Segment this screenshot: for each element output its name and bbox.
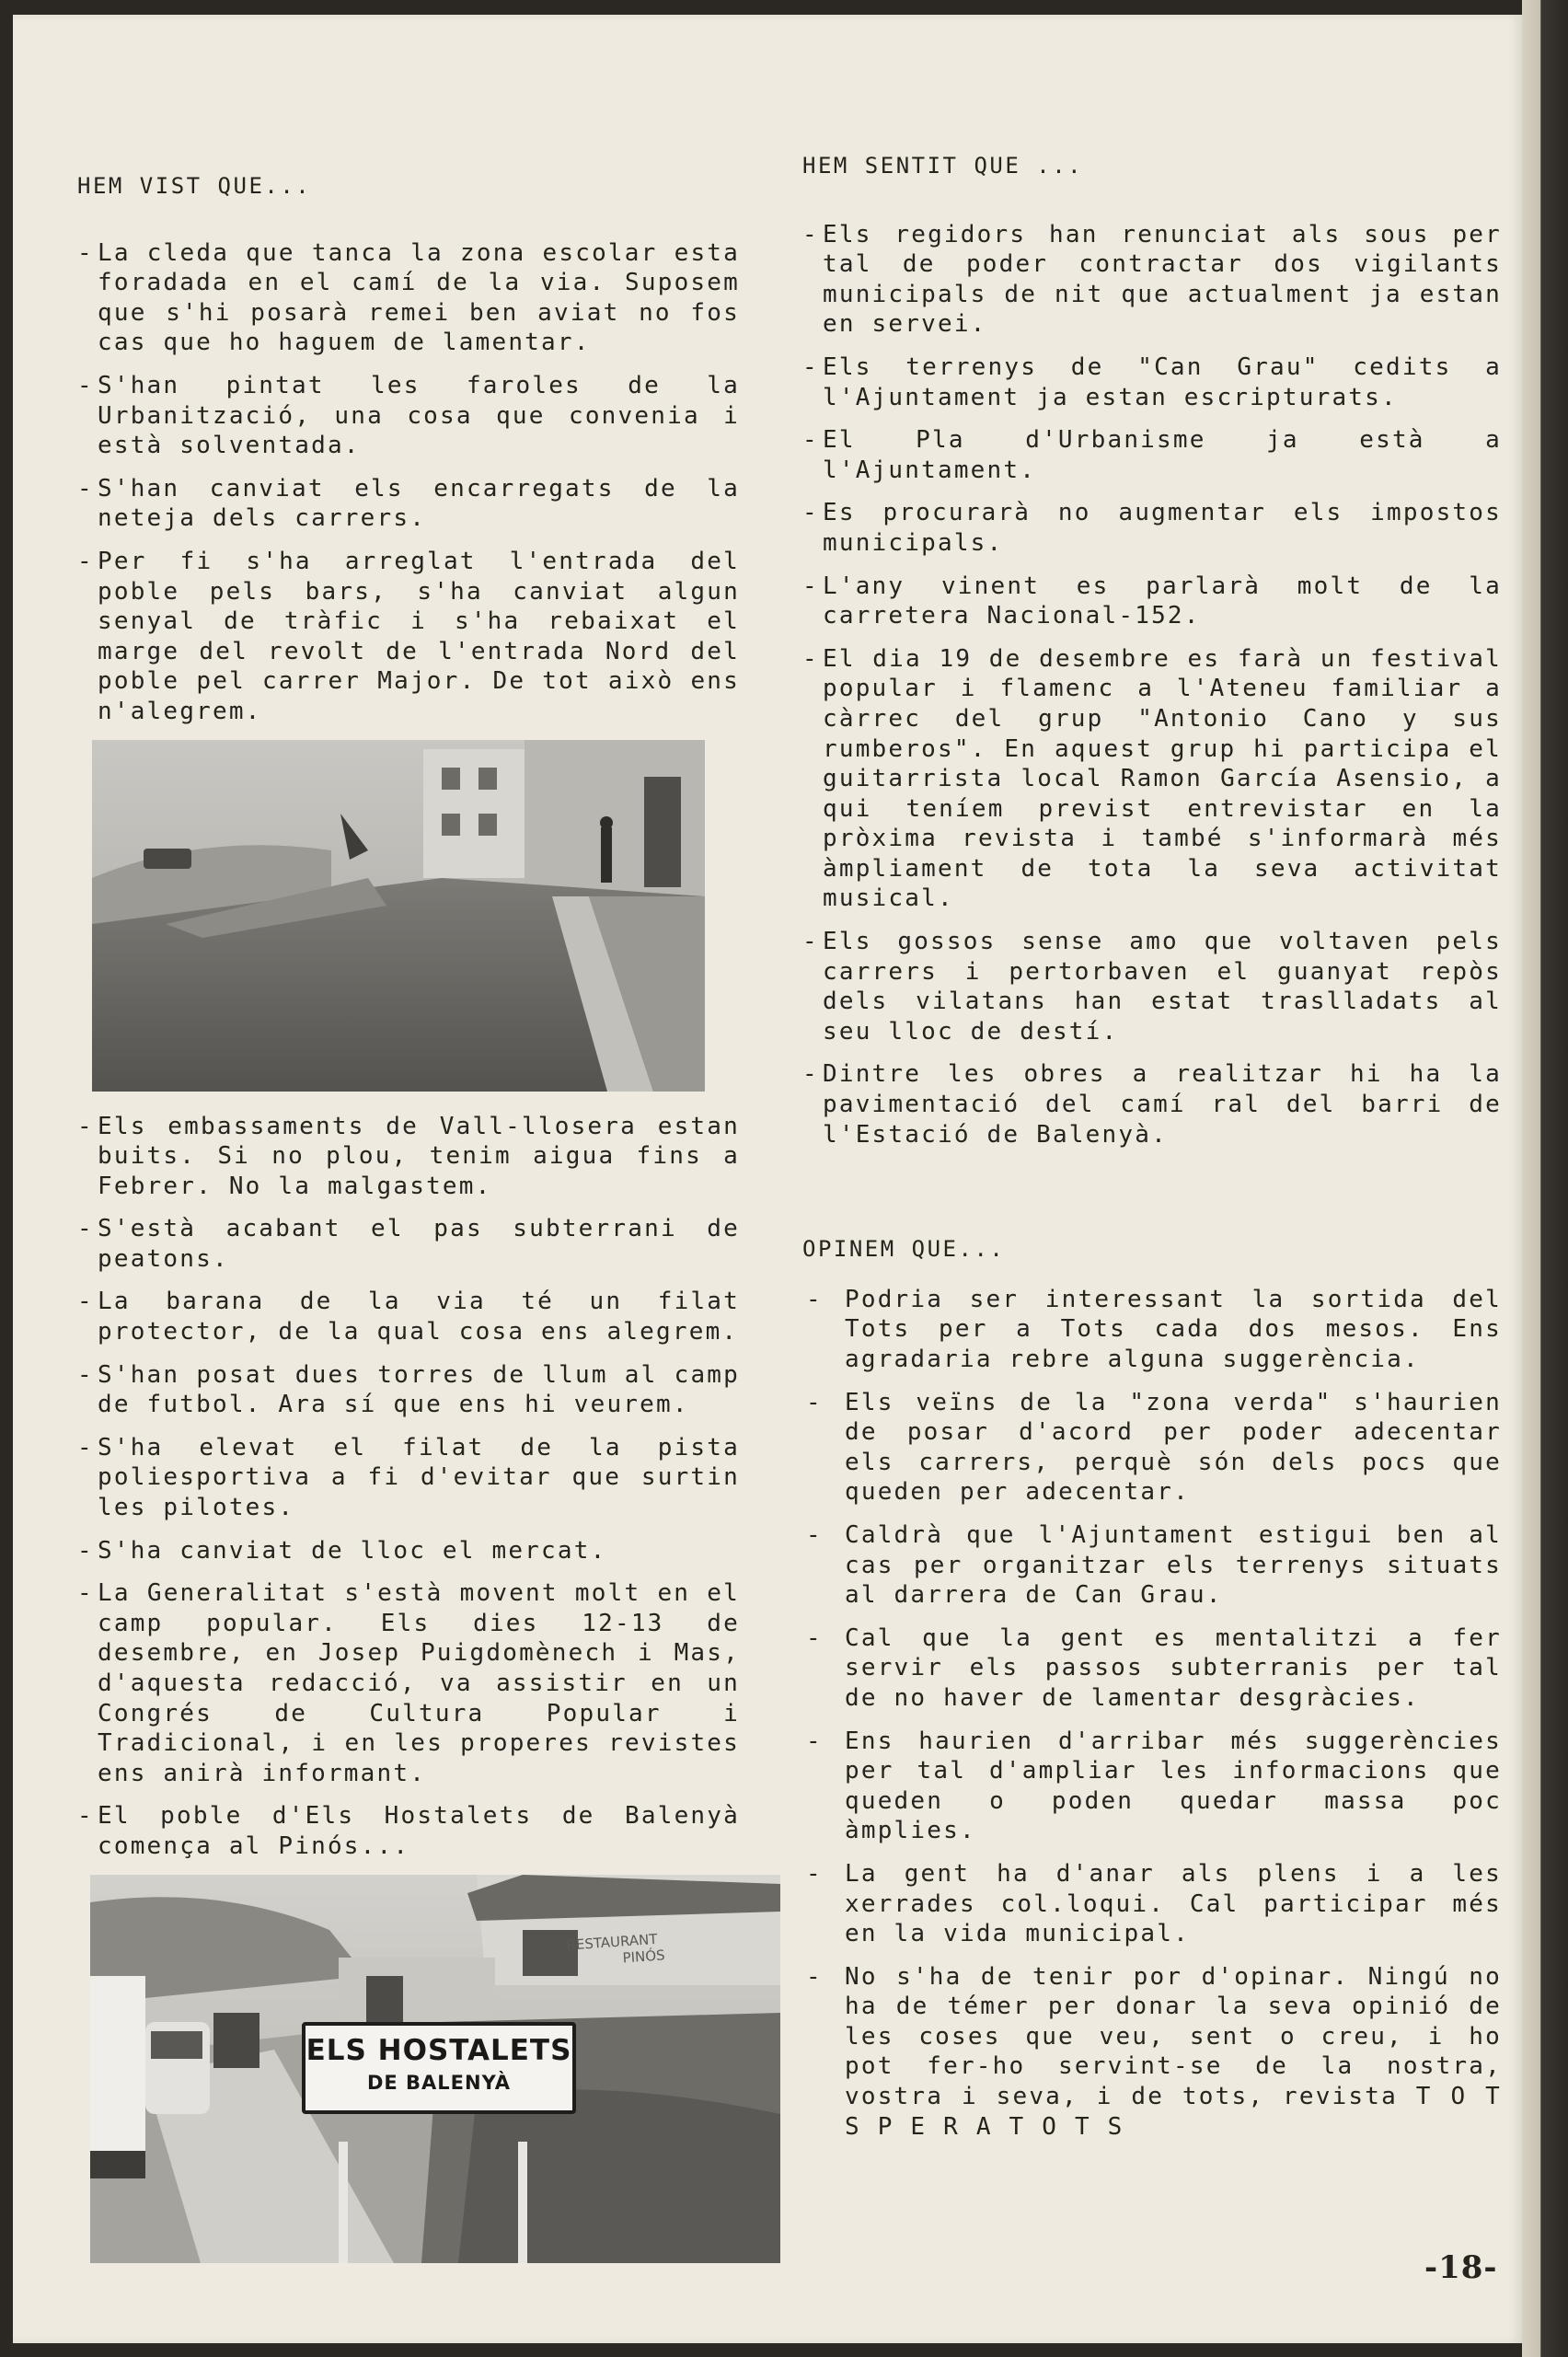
- list-item: - El poble d'Els Hostalets de Balenyà comença al Pinós...: [77, 1802, 740, 1860]
- list-item: - Els gossos sense amo que voltaven pels carrers i pertorbaven el guanyat repòs dels vilatans han estat traslladats al seu lloc de destí.: [802, 928, 1502, 1046]
- heading-opinem-que: OPINEM QUE...: [802, 1236, 1006, 1263]
- street-photo-illustration: [92, 740, 705, 1092]
- heading-hem-sentit-que: HEM SENTIT QUE ...: [802, 153, 1084, 179]
- page-number: -18-: [1424, 2249, 1498, 2286]
- list-item: - Els regidors han renunciat als sous per tal de poder contractar dos vigilants municipals de nit que actualment ja estan en servei.: [802, 220, 1502, 339]
- opinion-item: - Podria ser interessant la sortida del Tots per a Tots cada dos mesos. Ens agradaria rebre alguna suggerència.: [806, 1285, 1502, 1373]
- opinion-item: - No s'ha de tenir por d'opinar. Ningú no ha de témer per donar la seva opinió de les coses que veu, sent o creu, i ho pot fer-ho servint-se de la nostra, vostra i seva, i de tots, revista T O T S P E R A T O T S: [806, 1962, 1502, 2141]
- list-item: - La Generalitat s'està movent molt en el camp popular. Els dies 12-13 de desembre, en Josep Puigdomènech i Mas, d'aquesta redacció, va assistir en un Congrés de Cultura Popular i Tradicional, i en les properes revistes ens anirà informant.: [77, 1579, 740, 1787]
- opinion-item: - Caldrà que l'Ajuntament estigui ben al cas per organitzar els terrenys situats al darrera de Can Grau.: [806, 1520, 1502, 1610]
- town-sign: ELS HOSTALETS DE BALENYÀ: [302, 2022, 576, 2114]
- heading-hem-vist-que: HEM VIST QUE...: [77, 173, 312, 199]
- list-item: - Es procurarà no augmentar els impostos municipals.: [802, 499, 1502, 557]
- opinion-item: - La gent ha d'anar als plens i a les xerrades col.loqui. Cal participar més en la vida municipal.: [806, 1859, 1502, 1948]
- page-edge: [1522, 0, 1568, 2357]
- opinion-item: - Els veïns de la "zona verda" s'haurien de posar d'acord per poder adecentar els carrers, perquè són dels pocs que queden per adecentar.: [806, 1388, 1502, 1507]
- list-item: - S'està acabant el pas subterrani de peatons.: [77, 1215, 740, 1273]
- list-item: - La barana de la via té un filat protector, de la qual cosa ens alegrem.: [77, 1288, 740, 1346]
- list-item: - Per fi s'ha arreglat l'entrada del poble pels bars, s'ha canviat algun senyal de tràfic i s'ha rebaixat el marge del revolt de l'entrada Nord del poble pel carrer Major. De tot això ens n'alegrem.: [77, 547, 740, 725]
- opinion-item: - Cal que la gent es mentalitzi a fer servir els passos subterranis per tal de no haver de lamentar desgràcies.: [806, 1623, 1502, 1712]
- list-item: - S'han pintat les faroles de la Urbanització, una cosa que convenia i està solventada.: [77, 371, 740, 460]
- list-item: - S'han posat dues torres de llum al camp de futbol. Ara sí que ens hi veurem.: [77, 1360, 740, 1419]
- opinion-item: - Ens haurien d'arribar més suggerències per tal d'ampliar les informacions que queden o poden quedar massa poc àmplies.: [806, 1727, 1502, 1845]
- list-item: - S'han canviat els encarregats de la neteja dels carrers.: [77, 474, 740, 533]
- list-item: - Els embassaments de Vall-llosera estan buits. Si no plou, tenim aigua fins a Febrer. No la malgastem.: [77, 1112, 740, 1200]
- list-item: - La cleda que tanca la zona escolar esta foradada en el camí de la via. Suposem que s'hi posarà remei ben aviat no fos cas que ho haguem de lamentar.: [77, 238, 740, 357]
- list-item: - El Pla d'Urbanisme ja està a l'Ajuntament.: [802, 426, 1502, 484]
- restaurant-sign: RESTAURANT PINÓS: [565, 1930, 666, 1967]
- list-item: - Dintre les obres a realitzar hi ha la pavimentació del camí ral del barri de l'Estació de Balenyà.: [802, 1060, 1502, 1149]
- right-column: [802, 151, 1502, 2155]
- list-item: - Els terrenys de "Can Grau" cedits a l'Ajuntament ja estan escripturats.: [802, 352, 1502, 411]
- list-item: - S'ha canviat de lloc el mercat.: [77, 1536, 607, 1565]
- photo-town-sign: [90, 1875, 780, 2263]
- left-column: [77, 171, 740, 2283]
- list-item: - L'any vinent es parlarà molt de la carretera Nacional-152.: [802, 572, 1502, 630]
- list-item: - S'ha elevat el filat de la pista poliesportiva a fi d'evitar que surtin les pilotes.: [77, 1433, 740, 1522]
- photo-street-works: [92, 740, 705, 1092]
- list-item: - El dia 19 de desembre es farà un festival popular i flamenc a l'Ateneu familiar a càrrec del grup "Antonio Cano y sus rumberos". En aquest grup hi participa el guitarrista local Ramon García Asensio, a qui teníem previst entrevistar en la pròxima revista i també s'informarà més àmpliament de tota la seva activitat musical.: [802, 644, 1502, 913]
